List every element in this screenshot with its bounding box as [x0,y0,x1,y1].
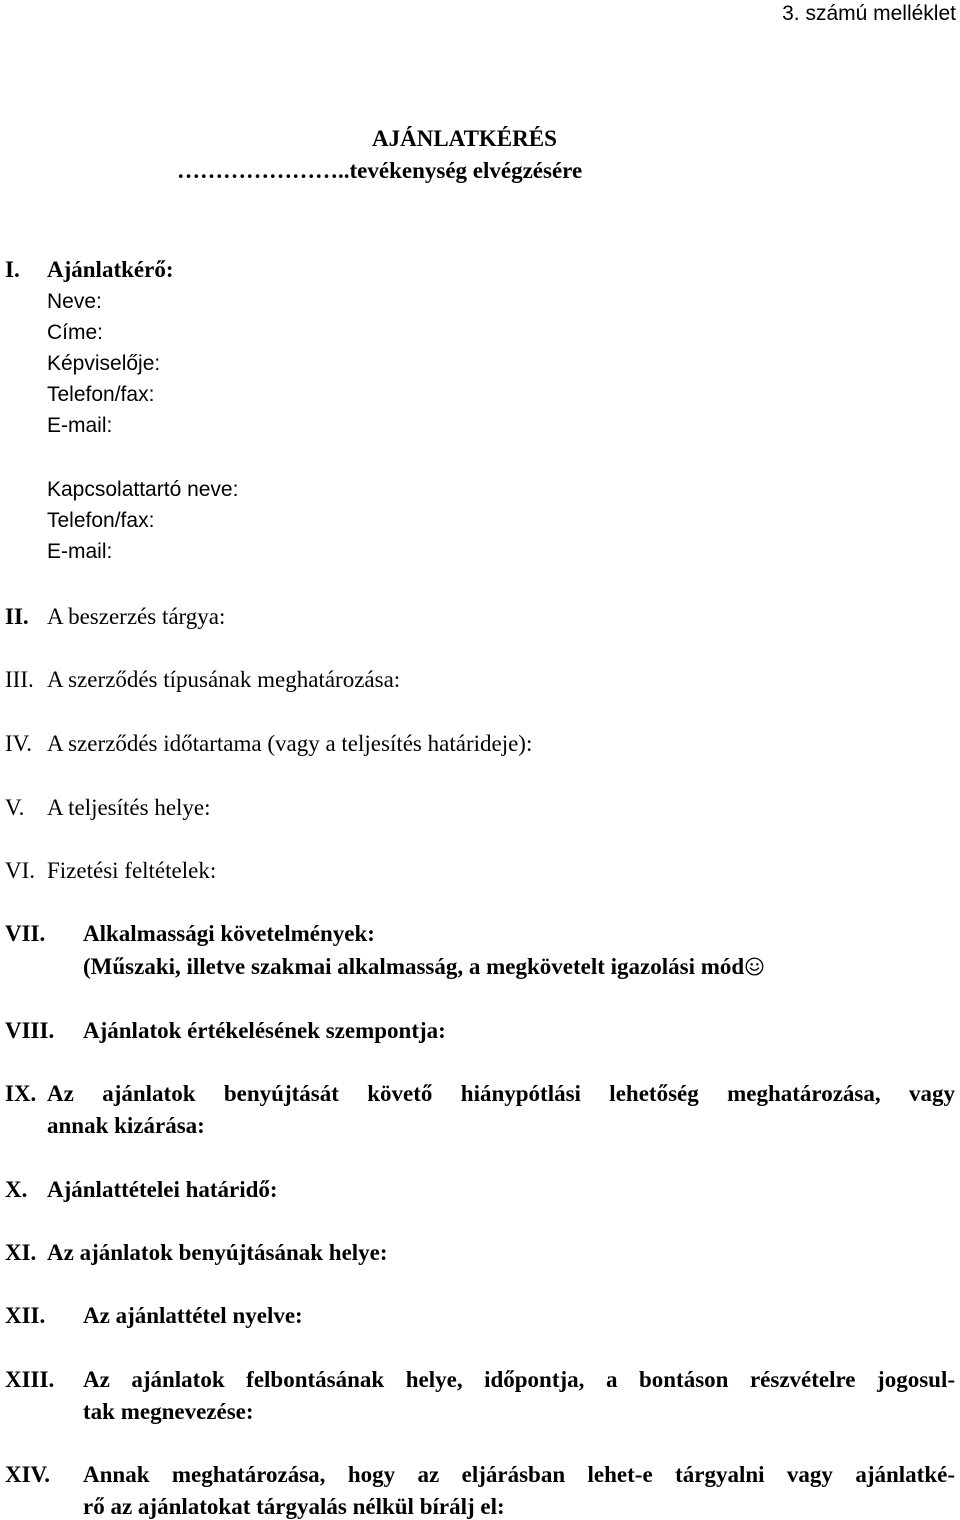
section-6-text: Fizetési feltételek: [47,858,217,883]
section-3-number: III. [5,667,34,692]
section-11-text: Az ajánlatok benyújtásának helye: [47,1240,388,1265]
section-13-number: XIII. [5,1367,55,1392]
section-7-number: VII. [5,921,46,946]
field-name: Neve: [47,290,102,313]
field-contact-name: Kapcsolattartó neve: [47,478,239,501]
annex-label: 3. számú melléklet [782,2,956,25]
section-9-number: IX. [5,1081,37,1106]
section-12-number: XII. [5,1303,46,1328]
section-10-text: Ajánlattételei határidő: [47,1177,278,1202]
section-3-text: A szerződés típusának meghatározása: [47,667,401,692]
section-7-text: Alkalmassági követelmények: [83,921,375,946]
field-address: Címe: [47,321,104,344]
section-13-line-2: tak megnevezése: [83,1399,254,1424]
section-8-number: VIII. [5,1018,55,1043]
field-contact-email: E-mail: [47,540,113,563]
section-7-detail-text: (Műszaki, illetve szakmai alkalmasság, a megkövetelt igazolási mód [83,954,745,979]
section-4-number: IV. [5,731,33,756]
section-12-text: Az ajánlattétel nyelve: [83,1303,303,1328]
field-contact-phone-fax: Telefon/fax: [47,509,155,532]
section-10-number: X. [5,1177,28,1202]
section-6-number: VI. [5,858,36,883]
section-1-heading: Ajánlatkérő: [47,257,174,282]
section-11-number: XI. [5,1240,37,1265]
document-subtitle: …………………..tevékenység elvégzésére [177,158,583,183]
field-phone-fax: Telefon/fax: [47,383,155,406]
section-9-line-1: Az ajánlatok benyújtását követő hiánypótlási lehetőség meghatározása, vagy [47,1081,955,1106]
document-title: AJÁNLATKÉRÉS [372,126,557,151]
section-7-detail [83,955,764,978]
section-14-number: XIV. [5,1462,50,1487]
section-8-text: Ajánlatok értékelésének szempontja: [83,1018,446,1043]
section-9-line-2: annak kizárása: [47,1113,205,1138]
section-1-number: I. [5,257,20,282]
smiley-icon [745,957,764,976]
field-email: E-mail: [47,414,113,437]
section-4-text: A szerződés időtartama (vagy a teljesítés határideje): [47,731,533,756]
section-2-text: A beszerzés tárgya: [47,604,226,629]
field-representative: Képviselője: [47,352,161,375]
section-5-text: A teljesítés helye: [47,795,211,820]
section-14-line-2: rő az ajánlatokat tárgyalás nélkül bírálj el: [83,1494,505,1519]
section-14-line-1: Annak meghatározása, hogy az eljárásban lehet-e tárgyalni vagy ajánlatké- [83,1462,955,1487]
section-5-number: V. [5,795,25,820]
section-13-line-1: Az ajánlatok felbontásának helye, időpontja, a bontáson részvételre jogosul- [83,1367,955,1392]
section-2-number: II. [5,604,29,629]
